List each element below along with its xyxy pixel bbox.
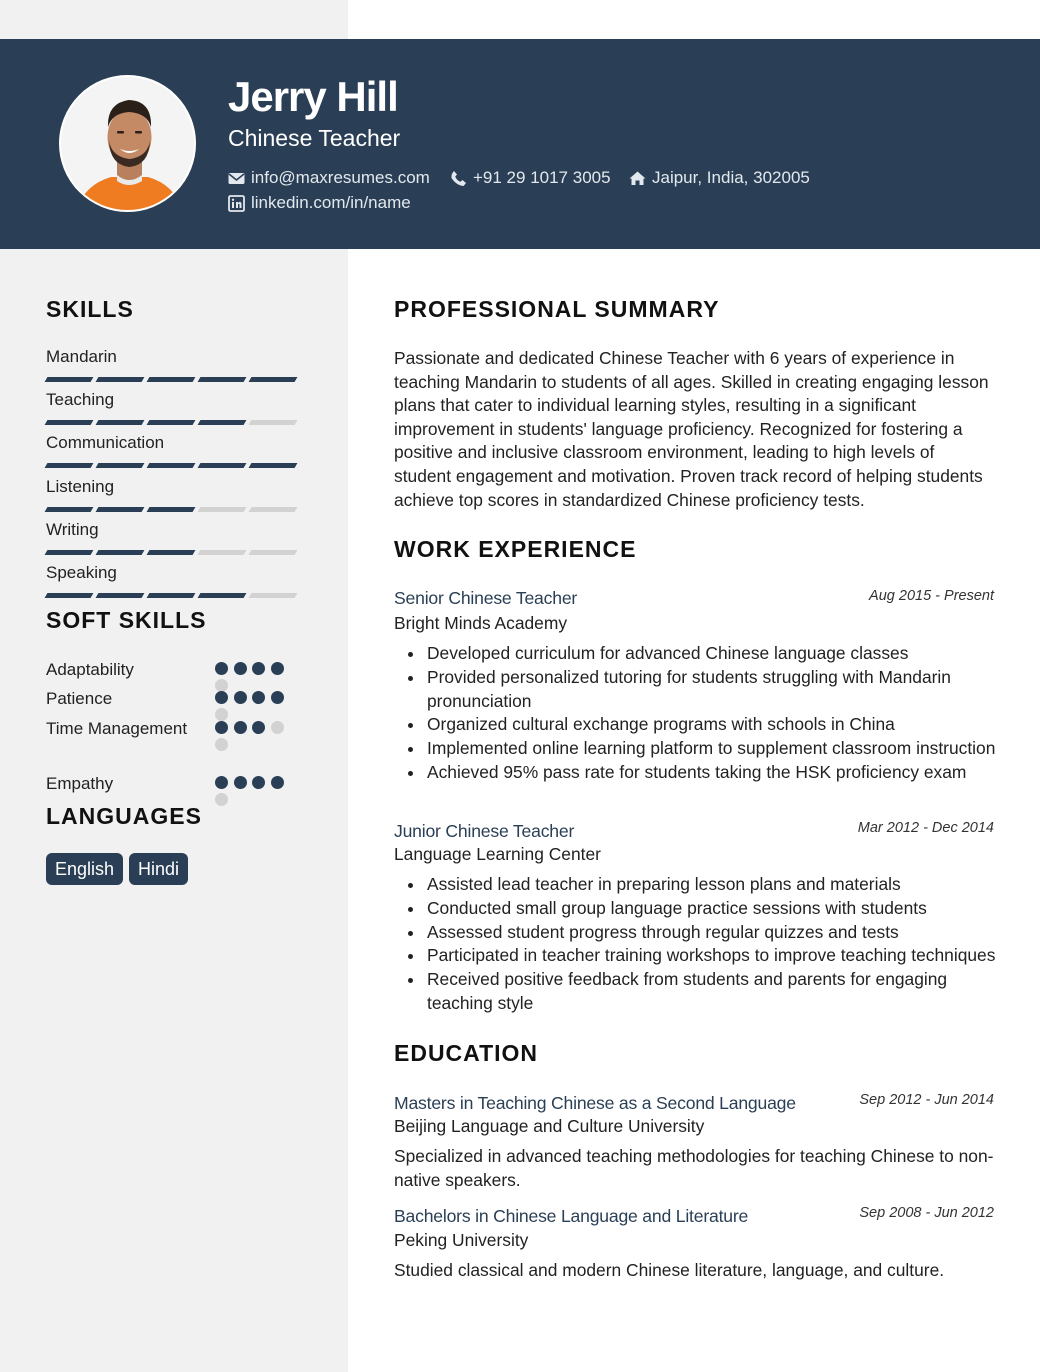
job-bullets <box>427 873 1002 1016</box>
rating-dot <box>215 708 228 721</box>
education-dates: Sep 2012 - Jun 2014 <box>859 1092 994 1108</box>
skill-level-segment <box>96 550 145 555</box>
job-dates: Mar 2012 - Dec 2014 <box>857 820 994 836</box>
education-dates: Sep 2008 - Jun 2012 <box>859 1205 994 1221</box>
skill-level-bar <box>46 550 296 555</box>
skill-level-segment <box>147 507 196 512</box>
degree-title: Masters in Teaching Chinese as a Second Language <box>394 1093 796 1113</box>
skill-level-segment <box>147 550 196 555</box>
rating-dot <box>252 776 265 789</box>
list-item: Assessed student progress through regular quizzes and tests <box>427 921 1002 945</box>
soft-skill-rating <box>215 776 285 790</box>
rating-dot <box>234 776 247 789</box>
skill-level-segment <box>96 420 145 425</box>
rating-dot <box>252 662 265 675</box>
skill-level-segment <box>249 593 298 598</box>
skill-name: Listening <box>46 476 115 496</box>
rating-dot <box>271 776 284 789</box>
skill-level-segment <box>147 463 196 468</box>
rating-dot <box>252 721 265 734</box>
skills-heading: SKILLS <box>46 296 134 322</box>
school-name: Peking University <box>394 1230 529 1250</box>
skill-level-segment <box>198 420 247 425</box>
skill-level-bar <box>46 377 296 382</box>
skill-level-segment <box>198 550 247 555</box>
skill-level-segment <box>249 377 298 382</box>
soft-skill-rating <box>215 691 285 705</box>
school-name: Beijing Language and Culture University <box>394 1116 705 1136</box>
skill-level-segment <box>45 463 94 468</box>
list-item: Developed curriculum for advanced Chinese language classes <box>427 642 1002 666</box>
linkedin-contact[interactable] <box>228 193 411 213</box>
summary-heading: PROFESSIONAL SUMMARY <box>394 296 720 322</box>
skill-name: Mandarin <box>46 347 117 366</box>
resume-header <box>0 39 1040 249</box>
skill-level-segment <box>45 593 94 598</box>
skill-level-segment <box>96 593 145 598</box>
rating-dot <box>215 738 228 751</box>
job-title: Junior Chinese Teacher <box>394 821 575 841</box>
summary-text: Passionate and dedicated Chinese Teacher with 6 years of experience in teaching Mandarin to students of all ages. Skilled in creating engaging lesson plans that cater to individual learning styles, resulting in a significant improvement in students' language proficiency. Recognized for fostering a positive and inclusive classroom environment, leading to high levels of student engagement and motivation. Proven track record of helping students achieve top scores in standardized Chinese proficiency tests. <box>394 348 989 510</box>
rating-dot <box>234 691 247 704</box>
list-item: Conducted small group language practice sessions with students <box>427 897 1002 921</box>
job-dates: Aug 2015 - Present <box>869 588 994 604</box>
job-bullets <box>427 642 1002 785</box>
home-icon <box>629 170 646 187</box>
rating-dot <box>215 691 228 704</box>
employer: Language Learning Center <box>394 844 601 864</box>
education-description: Studied classical and modern Chinese literature, language, and culture. <box>394 1260 945 1280</box>
linkedin-text: linkedin.com/in/name <box>251 193 411 212</box>
skill-level-segment <box>249 463 298 468</box>
skill-name: Teaching <box>46 390 115 410</box>
job-title: Senior Chinese Teacher <box>394 588 578 608</box>
soft-skill-rating <box>215 721 285 735</box>
skill-level-bar <box>46 463 296 468</box>
candidate-title: Chinese Teacher <box>228 125 401 151</box>
skill-level-segment <box>45 420 94 425</box>
skill-level-segment <box>198 507 247 512</box>
skill-level-segment <box>147 420 196 425</box>
skill-name: Communication <box>46 433 165 453</box>
skill-level-segment <box>249 420 298 425</box>
skill-level-segment <box>96 463 145 468</box>
skill-level-segment <box>249 507 298 512</box>
rating-dot <box>252 691 265 704</box>
skill-level-segment <box>198 593 247 598</box>
list-item: Implemented online learning platform to supplement classroom instruction <box>427 737 1002 761</box>
skill-level-bar <box>46 420 296 425</box>
list-item: Organized cultural exchange programs with schools in China <box>427 713 1002 737</box>
work-experience-heading: WORK EXPERIENCE <box>394 536 637 562</box>
rating-dot <box>215 793 228 806</box>
rating-dot <box>271 721 284 734</box>
rating-dot <box>215 776 228 789</box>
address-text: Jaipur, India, 302005 <box>652 168 810 187</box>
skill-level-segment <box>96 507 145 512</box>
skill-level-segment <box>45 377 94 382</box>
soft-skill-name: Time Management <box>46 719 188 738</box>
soft-skill-name: Patience <box>46 689 113 708</box>
education-description: Specialized in advanced teaching methodologies for teaching Chinese to non-native speakers. <box>394 1146 994 1190</box>
phone-icon <box>450 170 467 187</box>
rating-dot <box>215 662 228 675</box>
avatar <box>59 75 196 212</box>
degree-title: Bachelors in Chinese Language and Literature <box>394 1206 749 1226</box>
education-heading: EDUCATION <box>394 1040 539 1066</box>
employer: Bright Minds Academy <box>394 613 568 633</box>
list-item: Provided personalized tutoring for students struggling with Mandarin pronunciation <box>427 666 1002 714</box>
rating-dot <box>215 721 228 734</box>
languages-heading: LANGUAGES <box>46 803 202 829</box>
soft-skill-name: Adaptability <box>46 660 134 679</box>
phone-text: +91 29 1017 3005 <box>473 168 611 187</box>
address-contact <box>629 168 810 188</box>
skill-level-segment <box>249 550 298 555</box>
soft-skill-rating <box>215 662 285 676</box>
language-tag: English <box>46 853 123 885</box>
list-item: Received positive feedback from students and parents for engaging teaching style <box>427 968 1002 1016</box>
soft-skills-heading: SOFT SKILLS <box>46 607 207 633</box>
list-item: Participated in teacher training workshops to improve teaching techniques <box>427 944 1002 968</box>
skill-level-segment <box>198 463 247 468</box>
email-contact[interactable] <box>228 168 430 188</box>
skill-level-segment <box>198 377 247 382</box>
skill-level-segment <box>96 377 145 382</box>
list-item: Achieved 95% pass rate for students taking the HSK proficiency exam <box>427 761 1002 785</box>
skill-level-bar <box>46 507 296 512</box>
skill-level-segment <box>147 593 196 598</box>
rating-dot <box>271 662 284 675</box>
language-tag: Hindi <box>129 853 188 885</box>
skill-name: Speaking <box>46 563 117 582</box>
candidate-name: Jerry Hill <box>228 73 398 120</box>
phone-contact[interactable] <box>450 168 611 188</box>
skill-level-segment <box>45 550 94 555</box>
email-text: info@maxresumes.com <box>251 168 430 187</box>
soft-skill-name: Empathy <box>46 774 114 793</box>
skill-level-segment <box>45 507 94 512</box>
linkedin-icon <box>228 195 245 212</box>
skill-level-bar <box>46 593 296 598</box>
rating-dot <box>234 721 247 734</box>
envelope-icon <box>228 170 245 187</box>
rating-dot <box>271 691 284 704</box>
skill-level-segment <box>147 377 196 382</box>
list-item: Assisted lead teacher in preparing lesson plans and materials <box>427 873 1002 897</box>
skill-name: Writing <box>46 519 99 539</box>
rating-dot <box>234 662 247 675</box>
